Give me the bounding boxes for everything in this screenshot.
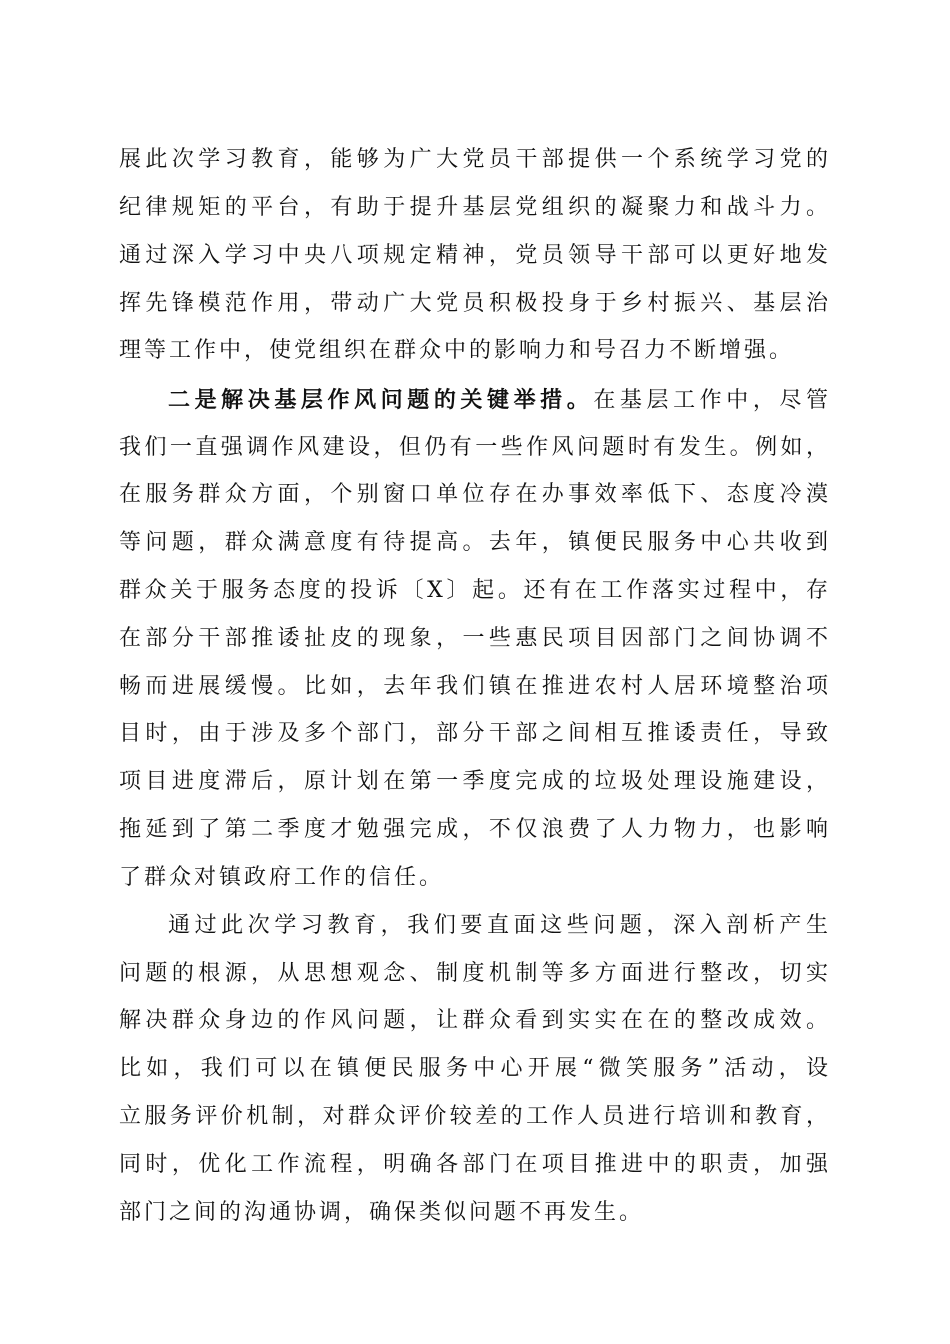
text-line: 群众关于服务态度的投诉〔X〕起。还有在工作落实过程中，存: [119, 578, 831, 603]
text-line: 我们一直强调作风建设，但仍有一些作风问题时有发生。例如，: [119, 435, 831, 460]
text-span: 在基层工作中，尽管: [593, 388, 831, 413]
text-line: 项目进度滞后，原计划在第一季度完成的垃圾处理设施建设，: [119, 769, 831, 794]
text-line: [168, 380, 831, 421]
text-line: 等问题，群众满意度有待提高。去年，镇便民服务中心共收到: [119, 530, 831, 555]
text-line: 部门之间的沟通协调，确保类似问题不再发生。: [119, 1200, 645, 1225]
text-line: 了群众对镇政府工作的信任。: [119, 865, 445, 890]
text-line: 问题的根源，从思想观念、制度机制等多方面进行整改，切实: [119, 961, 831, 986]
text-line: 通过此次学习教育，我们要直面这些问题，深入剖析产生: [168, 913, 831, 938]
text-line: 畅而进展缓慢。比如，去年我们镇在推进农村人居环境整治项: [119, 674, 831, 699]
text-line: 同时，优化工作流程，明确各部门在项目推进中的职责，加强: [119, 1152, 831, 1177]
text-line: 理等工作中，使党组织在群众中的影响力和号召力不断增强。: [119, 338, 795, 363]
text-line: 展此次学习教育，能够为广大党员干部提供一个系统学习党的: [119, 147, 831, 172]
text-line: 拖延到了第二季度才勉强完成，不仅浪费了人力物力，也影响: [119, 817, 831, 842]
text-line: 在服务群众方面，个别窗口单位存在办事效率低下、态度冷漠: [119, 482, 831, 507]
text-line: 解决群众身边的作风问题，让群众看到实实在在的整改成效。: [119, 1008, 831, 1033]
text-line: 通过深入学习中央八项规定精神，党员领导干部可以更好地发: [119, 243, 831, 268]
text-line: 挥先锋模范作用，带动广大党员积极投身于乡村振兴、基层治: [119, 291, 831, 316]
text-line: 比如，我们可以在镇便民服务中心开展“微笑服务”活动，设: [119, 1056, 831, 1081]
text-line: 目时，由于涉及多个部门，部分干部之间相互推诿责任，导致: [119, 721, 831, 746]
paragraph-lead-heading: 二是解决基层作风问题的关键举措。: [168, 387, 594, 413]
text-line: 纪律规矩的平台，有助于提升基层党组织的凝聚力和战斗力。: [119, 195, 831, 220]
text-line: 在部分干部推诿扯皮的现象，一些惠民项目因部门之间协调不: [119, 626, 831, 651]
text-line: 立服务评价机制，对群众评价较差的工作人员进行培训和教育，: [119, 1104, 831, 1129]
